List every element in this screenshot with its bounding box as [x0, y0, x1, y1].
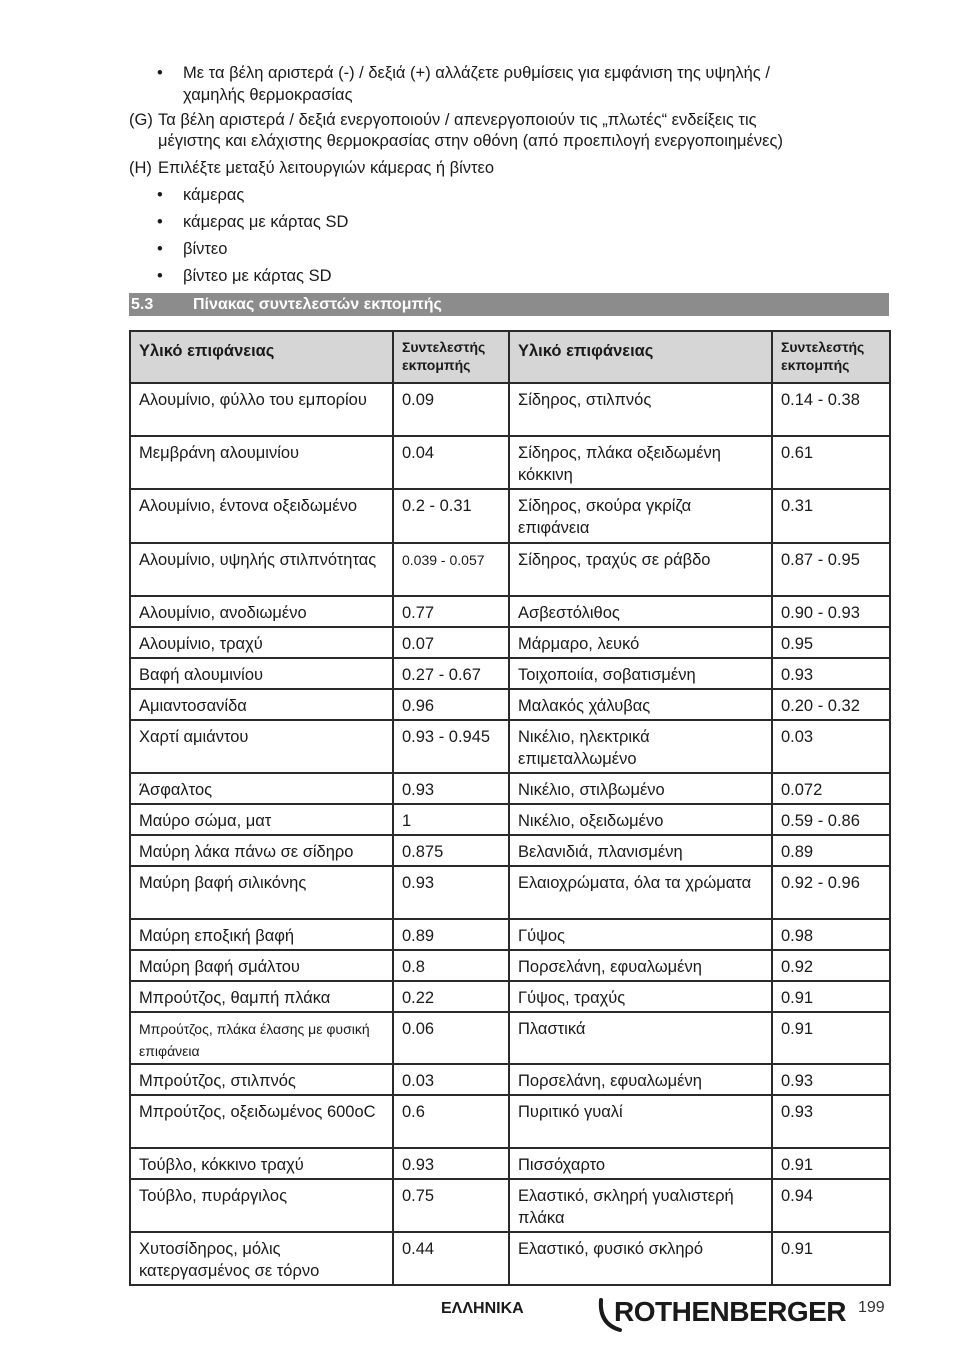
table-row: [130, 1012, 890, 1064]
paragraph-letter: (G): [129, 111, 153, 129]
bullet-marker: •: [157, 186, 163, 204]
table-row: [130, 658, 890, 689]
emissivity-cell: 0.90 - 0.93: [772, 596, 890, 627]
material-cell: Σίδηρος, τραχύς σε ράβδο: [509, 543, 772, 596]
emissivity-cell: 0.93: [772, 1095, 890, 1148]
emissivity-cell: 0.91: [772, 1148, 890, 1179]
table-row: [130, 950, 890, 981]
material-cell: Πλαστικά: [509, 1012, 772, 1064]
material-cell: Αλουμίνιο, ανοδιωμένο: [130, 596, 393, 627]
material-cell: Πορσελάνη, εφυαλωμένη: [509, 1064, 772, 1095]
brand-logo: [596, 1294, 847, 1334]
column-header-material: Υλικό επιφάνειας: [509, 331, 772, 383]
emissivity-cell: 0.61: [772, 436, 890, 489]
material-cell: Μαύρη βαφή σιλικόνης: [130, 866, 393, 919]
emissivity-cell: 0.6: [393, 1095, 509, 1148]
material-cell: Αμιαντοσανίδα: [130, 689, 393, 720]
table-row: [130, 773, 890, 804]
material-cell: Τούβλο, πυράργιλος: [130, 1179, 393, 1232]
emissivity-cell: 0.98: [772, 919, 890, 950]
material-cell: Μαύρη λάκα πάνω σε σίδηρο: [130, 835, 393, 866]
table-row: [130, 436, 890, 489]
material-cell: Σίδηρος, σκούρα γκρίζα επιφάνεια: [509, 489, 772, 543]
emissivity-cell: 0.03: [393, 1064, 509, 1095]
emissivity-cell: 1: [393, 804, 509, 835]
emissivity-cell: 0.93: [393, 773, 509, 804]
emissivity-cell: 0.072: [772, 773, 890, 804]
table-row: [130, 804, 890, 835]
emissivity-cell: 0.91: [772, 1232, 890, 1285]
emissivity-cell: 0.03: [772, 720, 890, 773]
material-cell: Μάρμαρο, λευκό: [509, 627, 772, 658]
material-cell: Πυριτικό γυαλί: [509, 1095, 772, 1148]
material-cell: Μπρούτζος, πλάκα έλασης με φυσική επιφάνεια: [130, 1012, 393, 1064]
header-line: εκπομπής: [402, 357, 471, 373]
emissivity-cell: 0.14 - 0.38: [772, 383, 890, 436]
column-header-emissivity: [772, 331, 890, 383]
material-cell: Χυτοσίδηρος, μόλις κατεργασμένος σε τόρνο: [130, 1232, 393, 1285]
bullet-marker: •: [157, 240, 163, 258]
emissivity-cell: 0.07: [393, 627, 509, 658]
emissivity-cell: 0.92 - 0.96: [772, 866, 890, 919]
paragraph-text: Επιλέξτε μεταξύ λειτουργιών κάμερας ή βίντεο: [158, 159, 495, 177]
material-cell: Μπρούτζος, θαμπή πλάκα: [130, 981, 393, 1012]
material-cell: Ελαστικό, σκληρή γυαλιστερή πλάκα: [509, 1179, 772, 1232]
header-line: Συντελεστής: [402, 339, 486, 355]
emissivity-cell: 0.93 - 0.945: [393, 720, 509, 773]
header-line: Συντελεστής: [781, 339, 865, 355]
material-cell: Αλουμίνιο, τραχύ: [130, 627, 393, 658]
material-cell: Νικέλιο, οξειδωμένο: [509, 804, 772, 835]
footer-language: ΕΛΛΗΝΙΚΑ: [441, 1300, 524, 1317]
page-number: 199: [858, 1299, 885, 1316]
header-line: εκπομπής: [781, 357, 850, 373]
emissivity-cell: 0.94: [772, 1179, 890, 1232]
table-row: [130, 689, 890, 720]
emissivity-cell: 0.77: [393, 596, 509, 627]
column-header-emissivity: [393, 331, 509, 383]
emissivity-cell: 0.92: [772, 950, 890, 981]
material-cell: Χαρτί αμιάντου: [130, 720, 393, 773]
emissivity-cell: 0.87 - 0.95: [772, 543, 890, 596]
mode-item: κάμερας: [183, 186, 245, 204]
material-cell: Μεμβράνη αλουμινίου: [130, 436, 393, 489]
paragraph-text: Τα βέλη αριστερά / δεξιά ενεργοποιούν / απενεργοποιούν τις „πλωτές“ ενδείξεις τις: [158, 111, 757, 129]
table-row: [130, 835, 890, 866]
section-title: Πίνακας συντελεστών εκπομπής: [193, 296, 442, 313]
material-cell: Μαλακός χάλυβας: [509, 689, 772, 720]
mode-item: βίντεο: [183, 240, 228, 258]
material-cell: Μαύρο σώμα, ματ: [130, 804, 393, 835]
emissivity-cell: 0.96: [393, 689, 509, 720]
emissivity-cell: 0.09: [393, 383, 509, 436]
table-row: [130, 1095, 890, 1148]
emissivity-cell: 0.93: [393, 1148, 509, 1179]
emissivity-cell: 0.93: [393, 866, 509, 919]
emissivity-cell: 0.31: [772, 489, 890, 543]
table-row: [130, 919, 890, 950]
mode-item: βίντεο με κάρτας SD: [183, 267, 332, 285]
material-cell: Μπρούτζος, οξειδωμένος 600oC: [130, 1095, 393, 1148]
table-row: [130, 1179, 890, 1232]
material-cell: Βαφή αλουμινίου: [130, 658, 393, 689]
material-cell: Σίδηρος, στιλπνός: [509, 383, 772, 436]
bullet-text: χαμηλής θερμοκρασίας: [183, 86, 353, 104]
table-row: [130, 1232, 890, 1285]
emissivity-cell: 0.93: [772, 1064, 890, 1095]
bullet-marker: •: [157, 64, 163, 82]
emissivity-cell: 0.8: [393, 950, 509, 981]
material-cell: Μαύρη εποξική βαφή: [130, 919, 393, 950]
table-row: [130, 543, 890, 596]
material-cell: Τοιχοποιία, σοβατισμένη: [509, 658, 772, 689]
table-row: [130, 1064, 890, 1095]
emissivity-cell: 0.2 - 0.31: [393, 489, 509, 543]
material-cell: Νικέλιο, ηλεκτρικά επιμεταλλωμένο: [509, 720, 772, 773]
brand-name: ROTHENBERGER: [614, 1296, 847, 1327]
bullet-marker: •: [157, 267, 163, 285]
mode-item: κάμερας με κάρτας SD: [183, 213, 349, 231]
material-cell: Τούβλο, κόκκινο τραχύ: [130, 1148, 393, 1179]
table-row: [130, 720, 890, 773]
emissivity-cell: 0.039 - 0.057: [393, 543, 509, 596]
material-cell: Νικέλιο, στιλβωμένο: [509, 773, 772, 804]
material-cell: Άσφαλτος: [130, 773, 393, 804]
emissivity-cell: 0.06: [393, 1012, 509, 1064]
material-cell: Μαύρη βαφή σμάλτου: [130, 950, 393, 981]
emissivity-cell: 0.44: [393, 1232, 509, 1285]
material-cell: Ασβεστόλιθος: [509, 596, 772, 627]
emissivity-cell: 0.875: [393, 835, 509, 866]
section-number: 5.3: [131, 296, 154, 313]
table-row: [130, 1148, 890, 1179]
emissivity-cell: 0.89: [772, 835, 890, 866]
paragraph-text: μέγιστης και ελάχιστης θερμοκρασίας στην οθόνη (από προεπιλογή ενεργοποιημένες): [158, 132, 783, 150]
emissivity-cell: 0.93: [772, 658, 890, 689]
bullet-text: Με τα βέλη αριστερά (-) / δεξιά (+) αλλάζετε ρυθμίσεις για εμφάνιση της υψηλής /: [183, 64, 770, 82]
emissivity-cell: 0.89: [393, 919, 509, 950]
emissivity-cell: 0.91: [772, 1012, 890, 1064]
material-cell: Πισσόχαρτο: [509, 1148, 772, 1179]
emissivity-table: [129, 330, 891, 1286]
emissivity-cell: 0.04: [393, 436, 509, 489]
bullet-marker: •: [157, 213, 163, 231]
table-row: [130, 866, 890, 919]
emissivity-cell: 0.20 - 0.32: [772, 689, 890, 720]
material-cell: Αλουμίνιο, έντονα οξειδωμένο: [130, 489, 393, 543]
material-cell: Ελαστικό, φυσικό σκληρό: [509, 1232, 772, 1285]
material-cell: Γύψος, τραχύς: [509, 981, 772, 1012]
material-cell: Γύψος: [509, 919, 772, 950]
material-cell: Ελαιοχρώματα, όλα τα χρώματα: [509, 866, 772, 919]
emissivity-cell: 0.59 - 0.86: [772, 804, 890, 835]
table-row: [130, 489, 890, 543]
table-row: [130, 383, 890, 436]
table-row: [130, 596, 890, 627]
paragraph-letter: (H): [129, 159, 152, 177]
material-cell: Μπρούτζος, στιλπνός: [130, 1064, 393, 1095]
material-cell: Βελανιδιά, πλανισμένη: [509, 835, 772, 866]
emissivity-cell: 0.91: [772, 981, 890, 1012]
emissivity-cell: 0.75: [393, 1179, 509, 1232]
section-heading: [129, 293, 889, 316]
table-body: [130, 383, 890, 1285]
material-cell: Σίδηρος, πλάκα οξειδωμένη κόκκινη: [509, 436, 772, 489]
emissivity-cell: 0.95: [772, 627, 890, 658]
material-cell: Πορσελάνη, εφυαλωμένη: [509, 950, 772, 981]
table-row: [130, 627, 890, 658]
table-row: [130, 981, 890, 1012]
material-cell: Αλουμίνιο, υψηλής στιλπνότητας: [130, 543, 393, 596]
emissivity-cell: 0.22: [393, 981, 509, 1012]
column-header-material: Υλικό επιφάνειας: [130, 331, 393, 383]
emissivity-cell: 0.27 - 0.67: [393, 658, 509, 689]
material-cell: Αλουμίνιο, φύλλο του εμπορίου: [130, 383, 393, 436]
table-header-row: [130, 331, 890, 383]
